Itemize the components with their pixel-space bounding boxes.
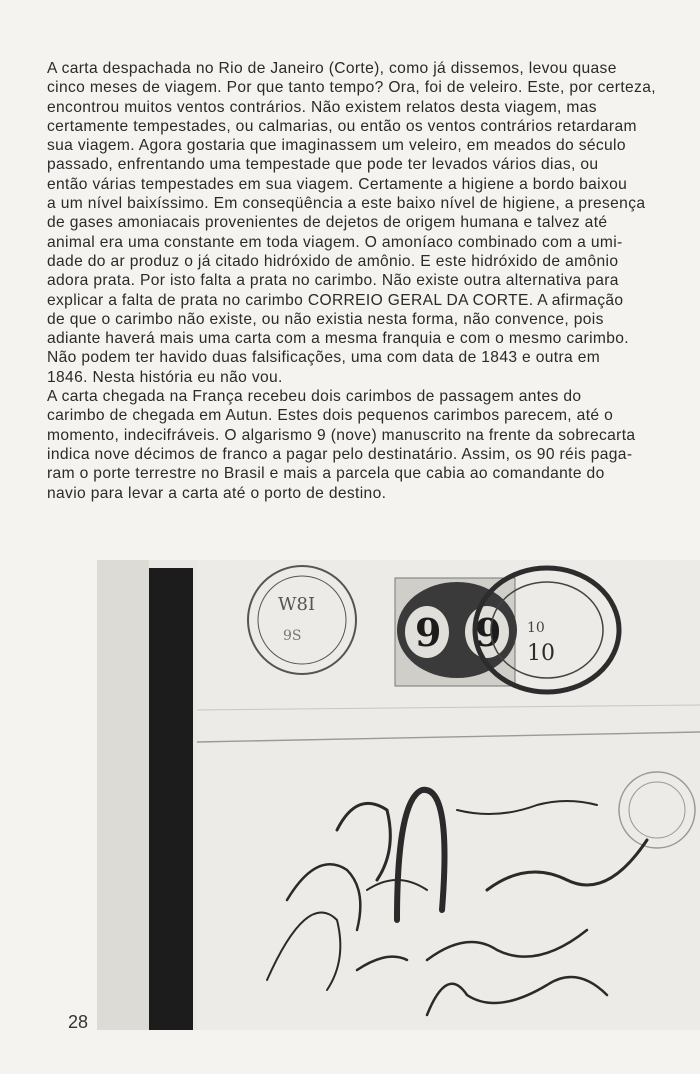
cover-letter-photo [97, 560, 700, 1030]
text-line: a um nível baixíssimo. Em conseqüência a este baixo nível de higiene, a presença [47, 195, 646, 213]
svg-text:9: 9 [415, 610, 442, 655]
svg-text:10: 10 [527, 641, 555, 666]
svg-text:9S: 9S [283, 628, 302, 644]
text-line: adiante haverá mais uma carta com a mesma franquia e com o mesmo carimbo. [47, 330, 629, 348]
text-line: A carta despachada no Rio de Janeiro (Corte), como já dissemos, levou quase [47, 60, 617, 77]
page-number: 28 [68, 1012, 89, 1032]
text-line: navio para levar a carta até o porto de destino. [47, 484, 387, 502]
text-line: certamente tempestades, ou calmarias, ou então os ventos contrários retardaram [47, 117, 637, 135]
text-line: momento, indecifráveis. O algarismo 9 (nove) manuscrito na frente da sobrecarta [47, 426, 636, 444]
text-line: A carta chegada na França recebeu dois carimbos de passagem antes do [47, 388, 582, 406]
text-line: sua viagem. Agora gostaria que imaginassem um veleiro, em meados do século [47, 137, 626, 155]
text-line: 1846. Nesta história eu não vou. [47, 368, 283, 386]
text-line: carimbo de chegada em Autun. Estes dois pequenos carimbos parecem, até o [47, 407, 614, 425]
text-line: ram o porte terrestre no Brasil e mais a parcela que cabia ao comandante do [47, 465, 605, 483]
text-line: indica nove décimos de franco a pagar pelo destinatário. Assim, os 90 réis paga- [47, 445, 633, 463]
text-line: Não podem ter havido duas falsificações, uma com data de 1843 e outra em [47, 349, 601, 367]
text-line: de gases amoniacais provenientes de dejetos de origem humana e talvez até [47, 214, 608, 232]
stamp-bulls-eye [395, 578, 517, 686]
text-line: cinco meses de viagem. Por que tanto tempo? Ora, foi de veleiro. Este, por certeza, [47, 79, 656, 97]
text-line: então várias tempestades em sua viagem. Certamente a higiene a bordo baixou [47, 175, 628, 193]
text-line: dade do ar produz o já citado hidróxido de amônio. E este hidróxido de amônio [47, 252, 619, 270]
body-text [47, 59, 692, 503]
svg-text:W8I: W8I [278, 594, 316, 615]
text-line: encontrou muitos ventos contrários. Não existem relatos desta viagem, mas [47, 98, 597, 116]
text-line: de que o carimbo não existe, ou não existia nesta forma, não convence, pois [47, 310, 604, 328]
letter-illustration [97, 560, 700, 1030]
text-line: animal era uma constante em toda viagem. O amoníaco combinado com a umi- [47, 233, 623, 251]
text-line: adora prata. Por isto falta a prata no carimbo. Não existe outra alternativa para [47, 272, 619, 290]
svg-text:10: 10 [527, 620, 545, 636]
text-line: passado, enfrentando uma tempestade que pode ter levados vários dias, ou [47, 156, 599, 174]
svg-text:9: 9 [475, 610, 502, 655]
envelope-shadow-strip [149, 568, 193, 1030]
text-line: explicar a falta de prata no carimbo CORREIO GERAL DA CORTE. A afirmação [47, 291, 624, 309]
